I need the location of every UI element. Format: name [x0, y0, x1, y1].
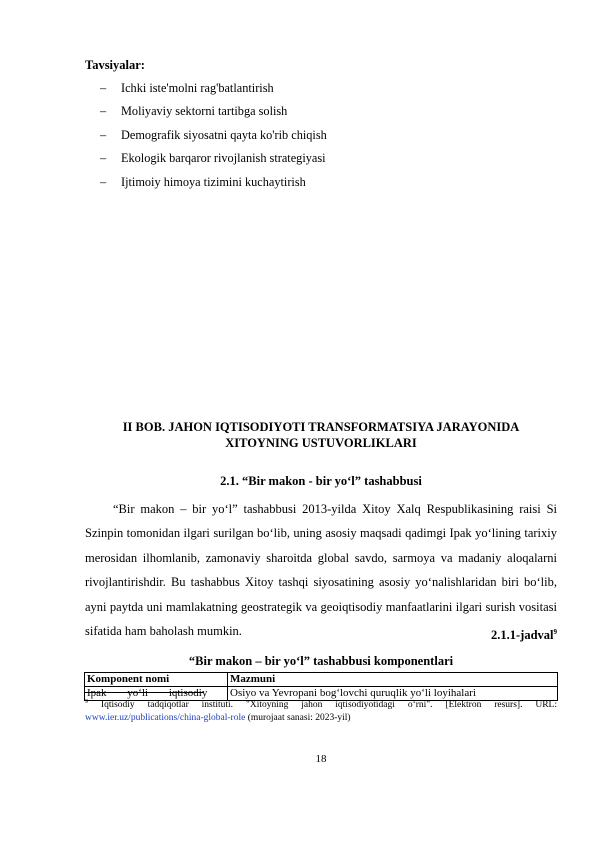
recommendation-item	[100, 80, 327, 103]
table-number-label: 2.1.1-jadval	[491, 628, 554, 643]
recommendation-text: Ekologik barqaror rivojlanish strategiyasi	[121, 151, 326, 166]
recommendation-text: Demografik siyosatni qayta ko'rib chiqish	[121, 127, 327, 142]
body-paragraph: “Bir makon – bir yo‘l” tashabbusi 2013-yilda Xitoy Xalq Respublikasining raisi Si Szinpin tomonidan ilgari surilgan bo‘lib, uning asosiy maqsadi qadimgi Ipak yo‘lining tarixiy merosidan ilhomlanib, zamonaviy sharoitda global savdo, sarmoya va madaniy aloqalarni rivojlantirishdir. Bu tashabbus Xitoy tashqi siyosatining asosiy yo‘nalishlaridan biri bo‘lib, ayni paytda uni mamlakatning geostrategik va geoiqtisodiy manfaatlarini ilgari surish vositasi sifatida ham baholash mumkin.	[85, 502, 557, 639]
recommendation-text: Ichki iste'molni rag'batlantirish	[121, 81, 274, 95]
recommendation-text: Moliyaviy sektorni tartibga solish	[121, 104, 288, 119]
table-number	[491, 628, 557, 643]
dash-bullet-icon: –	[100, 104, 107, 119]
recommendations-list	[100, 80, 327, 197]
footnote-reference: 9	[553, 628, 557, 636]
recommendation-item	[100, 150, 327, 173]
footnote-access-date: (murojaat sanasi: 2023-yil)	[247, 713, 351, 724]
table-cell: Ipak yo‘li iqtisodiy	[85, 687, 228, 701]
dash-bullet-icon: –	[100, 174, 107, 189]
page-number: 18	[315, 753, 327, 765]
recommendation-text: Ijtimoiy himoya tizimini kuchaytirish	[121, 174, 306, 189]
recommendation-item	[100, 103, 327, 126]
dash-bullet-icon: –	[100, 127, 107, 142]
recommendation-item	[100, 127, 327, 150]
table-title: “Bir makon – bir yo‘l” tashabbusi komponentlari	[188, 654, 454, 668]
footnote-link[interactable]: www.ier.uz/publications/china-global-role	[85, 713, 246, 724]
dash-bullet-icon: –	[100, 151, 107, 166]
table-header-cell: Komponent nomi	[85, 673, 228, 687]
chapter-title-line-2: XITOYNING USTUVORLIKLARI	[225, 436, 417, 450]
chapter-title	[85, 419, 557, 451]
recommendations-title: Tavsiyalar:	[85, 58, 145, 72]
section-title: 2.1. “Bir makon - bir yo‘l” tashabbusi	[220, 474, 422, 488]
table-header-cell: Mazmuni	[228, 673, 558, 687]
table-cell: Osiyo va Yevropani bog‘lovchi quruqlik yo‘li loyihalari	[228, 687, 558, 701]
recommendation-item	[100, 174, 327, 197]
chapter-title-line-1: II BOB. JAHON IQTISODIYOTI TRANSFORMATSIYA JARAYONIDA	[122, 420, 520, 434]
footnote-text: Iqtisodiy tadqiqotlar instituti. "Xitoyning jahon iqtisodiyotidagi o‘rni". [Elektron resurs]. URL:	[100, 700, 557, 711]
footnote	[85, 696, 557, 725]
dash-bullet-icon: –	[100, 81, 107, 95]
footnote-separator	[85, 692, 203, 693]
footnote-mark: 9	[85, 699, 88, 705]
table-header-row	[85, 673, 558, 687]
